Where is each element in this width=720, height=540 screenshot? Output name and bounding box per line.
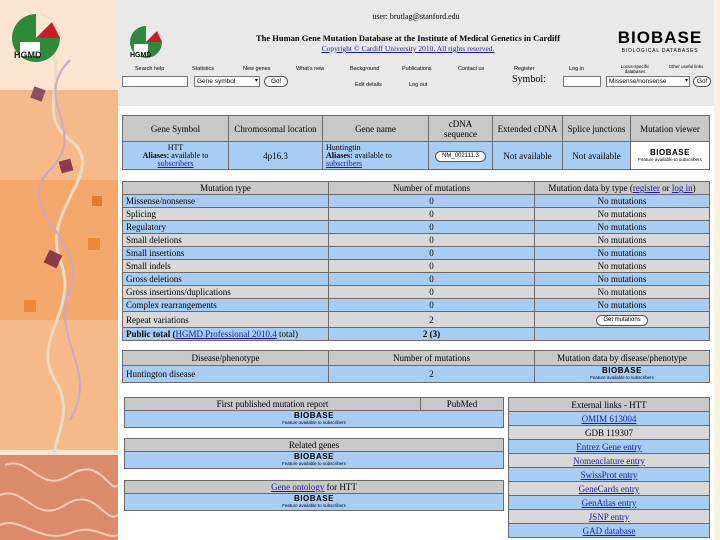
public-total-count: 2 (3) (329, 328, 535, 341)
symbol-input[interactable] (563, 76, 601, 87)
gene-ontology-link[interactable]: Gene ontology (271, 482, 325, 492)
gene-name-aliases: Aliases: available to (326, 150, 392, 160)
col-data-by-disease: Mutation data by disease/phenotype (535, 351, 710, 366)
extended-cdna-value: Not available (493, 142, 563, 170)
nav-whats-new[interactable]: What's new (296, 66, 325, 72)
mutation-viewer-cell (631, 142, 710, 170)
mutation-type-name: Repeat variations (123, 312, 329, 328)
external-link[interactable]: JSNP entry (588, 511, 630, 522)
external-link-cell (509, 468, 710, 482)
table-row (123, 221, 710, 234)
table-row (509, 426, 710, 440)
gene-name-cell (323, 142, 429, 170)
mutation-data-status: No mutations (535, 247, 710, 260)
gene-info-table (122, 115, 710, 170)
gene-symbol-select[interactable] (194, 76, 260, 87)
disease-table (122, 350, 710, 383)
mutation-type-name: Small indels (123, 260, 329, 273)
table-row (509, 496, 710, 510)
table-row (509, 482, 710, 496)
browser-area (118, 0, 720, 540)
mutation-type-name: Small deletions (123, 234, 329, 247)
public-total-label: Public total (HGMD Professional 2010.4 total) (123, 328, 329, 341)
related-genes-table (124, 438, 504, 469)
external-link-cell (509, 454, 710, 468)
nav-new-genes[interactable]: New genes (243, 66, 271, 72)
first-report-table (124, 397, 504, 428)
external-link[interactable]: GeneCards entry (578, 483, 640, 494)
cdna-sequence-button[interactable]: NM_002111.3 (435, 151, 486, 162)
biobase-subscriber-badge[interactable]: BIOBASE Feature available to subscribers (638, 147, 702, 162)
external-link[interactable]: GenAtlas entry (581, 497, 637, 508)
col-disease-phenotype: Disease/phenotype (123, 351, 329, 366)
col-gene-name: Gene name (323, 116, 429, 142)
table-row (509, 524, 710, 538)
table-row (123, 247, 710, 260)
external-link[interactable]: SwissProt entry (580, 469, 638, 480)
register-link[interactable]: register (632, 183, 660, 193)
mutation-type-name: Missense/nonsense (123, 195, 329, 208)
subscribers-link[interactable]: subscribers (157, 158, 194, 168)
log-in-link[interactable]: log in (671, 183, 693, 193)
first-report-row (125, 411, 504, 428)
external-link[interactable]: OMIM 613004 (581, 413, 637, 424)
mutation-data-status: No mutations (535, 234, 710, 247)
search-input[interactable] (122, 76, 188, 87)
mutation-count: 0 (329, 299, 535, 312)
chevron-down-icon: ▾ (684, 78, 688, 84)
biobase-logo[interactable] (608, 28, 712, 54)
disease-data-cell (535, 366, 710, 383)
mutation-count: 0 (329, 221, 535, 234)
nav-edit-details[interactable]: Edit details (355, 82, 382, 88)
mutation-count: 2 (329, 312, 535, 328)
table-row (123, 260, 710, 273)
mutation-type-name: Complex rearrangements (123, 299, 329, 312)
col-extended-cdna: Extended cDNA (493, 116, 563, 142)
col-mutation-data-by-type: Mutation data by type (register or log in) (535, 182, 710, 195)
biobase-subscriber-badge[interactable]: BIOBASE Feature available to subscribers (282, 452, 346, 466)
mutation-count: 0 (329, 286, 535, 299)
mutation-type-table (122, 181, 710, 341)
external-link[interactable]: Nomenclature entry (573, 455, 645, 466)
mutation-rows (123, 195, 710, 328)
table-row (509, 468, 710, 482)
external-link-cell (509, 510, 710, 524)
biobase-logo-text: BIOBASE (617, 28, 703, 47)
get-mutations-cell (535, 312, 710, 328)
mutation-count: 0 (329, 234, 535, 247)
col-chromosomal-location: Chromosomal location (229, 116, 323, 142)
hgmd-logo-text: HGMD (130, 52, 152, 59)
get-mutations-button[interactable]: Get mutations (596, 315, 647, 326)
external-links-rows (509, 412, 710, 538)
hgmd-professional-link[interactable]: HGMD Professional 2010.4 (175, 329, 277, 339)
external-link-cell (509, 482, 710, 496)
external-link-cell (509, 440, 710, 454)
external-link-cell (509, 412, 710, 426)
nav-background[interactable]: Background (350, 66, 380, 72)
user-label: user: brutlag@stanford.edu (372, 12, 460, 21)
gene-info-row (123, 142, 710, 170)
mutation-count: 0 (329, 273, 535, 286)
mutation-data-status: No mutations (535, 221, 710, 234)
table-row (509, 454, 710, 468)
gene-ontology-row (125, 494, 504, 511)
external-link[interactable]: Entrez Gene entry (576, 441, 642, 452)
public-total-empty (535, 328, 710, 341)
hgmd-logo[interactable] (128, 24, 168, 62)
hgmd-slide-logo-text: HGMD (14, 50, 42, 60)
external-links-title: External links - HTT (509, 398, 710, 412)
mutation-type-name: Small insertions (123, 247, 329, 260)
col-mutation-viewer: Mutation viewer (631, 116, 710, 142)
biobase-logo-sub: BIOLOGICAL DATABASES (621, 48, 699, 54)
mutation-type-name: Gross insertions/duplications (123, 286, 329, 299)
col-cdna-sequence: cDNA sequence (429, 116, 493, 142)
mutation-data-status: No mutations (535, 195, 710, 208)
gene-name-subscribers-link[interactable]: subscribers (326, 158, 362, 168)
external-link-cell (509, 496, 710, 510)
chevron-down-icon: ▾ (254, 78, 258, 84)
external-link-cell: GDB 119307 (509, 426, 710, 440)
mutation-data-status: No mutations (535, 299, 710, 312)
external-links-table (508, 397, 710, 538)
symbol-go-button[interactable]: Go! (693, 76, 711, 87)
nav-search-help[interactable]: Search help (135, 66, 165, 72)
chromosome-pattern (0, 455, 118, 540)
page-header (118, 0, 714, 106)
mutation-type-select-value: Missense/nonsense (609, 78, 667, 85)
col-disease-count: Number of mutations (329, 351, 535, 366)
external-link-cell (509, 524, 710, 538)
nav-contact-us[interactable]: Contact us (458, 66, 485, 72)
nav-locus-specific[interactable]: Locus-specific databases (620, 64, 650, 74)
table-row (123, 312, 710, 328)
related-genes-title: Related genes (125, 439, 504, 452)
go-button[interactable]: Go! (264, 76, 288, 87)
table-row (123, 286, 710, 299)
nav-log-in[interactable]: Log in (569, 66, 584, 72)
gene-symbol-select-value: Gene symbol (197, 78, 236, 85)
mutation-count: 0 (329, 195, 535, 208)
mutation-type-name: Splicing (123, 208, 329, 221)
disease-name: Huntington disease (123, 366, 329, 383)
col-number-of-mutations: Number of mutations (329, 182, 535, 195)
slide-decoration (0, 0, 118, 540)
related-genes-header (125, 439, 504, 452)
gene-symbol-cell (123, 142, 229, 170)
chromosomal-location-value: 4p16.3 (229, 142, 323, 170)
first-report-header (125, 398, 504, 411)
table-row (509, 510, 710, 524)
mutation-count: 0 (329, 208, 535, 221)
gene-ontology-cell (125, 494, 504, 511)
page-title: The Human Gene Mutation Database at the Institute of Medical Genetics in Cardiff (255, 33, 561, 43)
table-row (509, 440, 710, 454)
nav-publications[interactable]: Publications (402, 66, 432, 72)
table-row (509, 412, 710, 426)
cdna-cell (429, 142, 493, 170)
splice-junctions-value: Not available (563, 142, 631, 170)
nav-register[interactable]: Register (514, 66, 535, 72)
mutation-type-name: Gross deletions (123, 273, 329, 286)
external-links-header (509, 398, 710, 412)
table-row (123, 299, 710, 312)
aliases-note: Aliases: available to (142, 150, 209, 160)
mutation-header-row (123, 182, 710, 195)
col-gene-symbol: Gene Symbol (123, 116, 229, 142)
biobase-subscriber-badge[interactable]: BIOBASE Feature available to subscribers (282, 494, 346, 508)
gene-name-value: Huntingtin (326, 142, 361, 152)
table-row (123, 195, 710, 208)
related-genes-cell (125, 452, 504, 469)
first-report-cell (125, 411, 504, 428)
external-link[interactable]: GAD database (582, 525, 636, 536)
public-total-row (123, 328, 710, 341)
disease-row (123, 366, 710, 383)
nav-other-links[interactable]: Other useful links (668, 64, 704, 69)
gene-symbol-value: HTT (167, 142, 184, 152)
col-splice-junctions: Splice junctions (563, 116, 631, 142)
mutation-data-status: No mutations (535, 208, 710, 221)
nav-statistics[interactable]: Statistics (192, 66, 215, 72)
hgmd-slide-logo (10, 12, 64, 66)
pubmed-header: PubMed (421, 398, 504, 411)
mutation-type-select[interactable] (606, 76, 690, 87)
table-row (123, 208, 710, 221)
gene-ontology-header (125, 481, 504, 494)
biobase-subscriber-badge[interactable]: BIOBASE Feature available to subscribers (282, 411, 346, 425)
mutation-type-name: Regulatory (123, 221, 329, 234)
related-genes-row (125, 452, 504, 469)
table-row (123, 234, 710, 247)
nav-log-out[interactable]: Log out (409, 82, 428, 88)
gene-ontology-title: Gene ontology for HTT (125, 481, 504, 494)
gene-ontology-table (124, 480, 504, 511)
hgmd-page (118, 0, 714, 540)
symbol-label: Symbol: (512, 74, 546, 85)
copyright-link[interactable]: Copyright © Cardiff University 2010. All rights reserved. (321, 44, 495, 53)
disease-header-row (123, 351, 710, 366)
table-row (123, 273, 710, 286)
biobase-subscriber-badge[interactable]: BIOBASE Feature available to subscribers (590, 366, 654, 380)
mutation-count: 0 (329, 260, 535, 273)
mutation-data-status: No mutations (535, 273, 710, 286)
mutation-data-status: No mutations (535, 286, 710, 299)
col-mutation-type: Mutation type (123, 182, 329, 195)
disease-count: 2 (329, 366, 535, 383)
gene-info-header-row (123, 116, 710, 142)
mutation-data-status: No mutations (535, 260, 710, 273)
first-report-title: First published mutation report (125, 398, 421, 411)
mutation-count: 0 (329, 247, 535, 260)
